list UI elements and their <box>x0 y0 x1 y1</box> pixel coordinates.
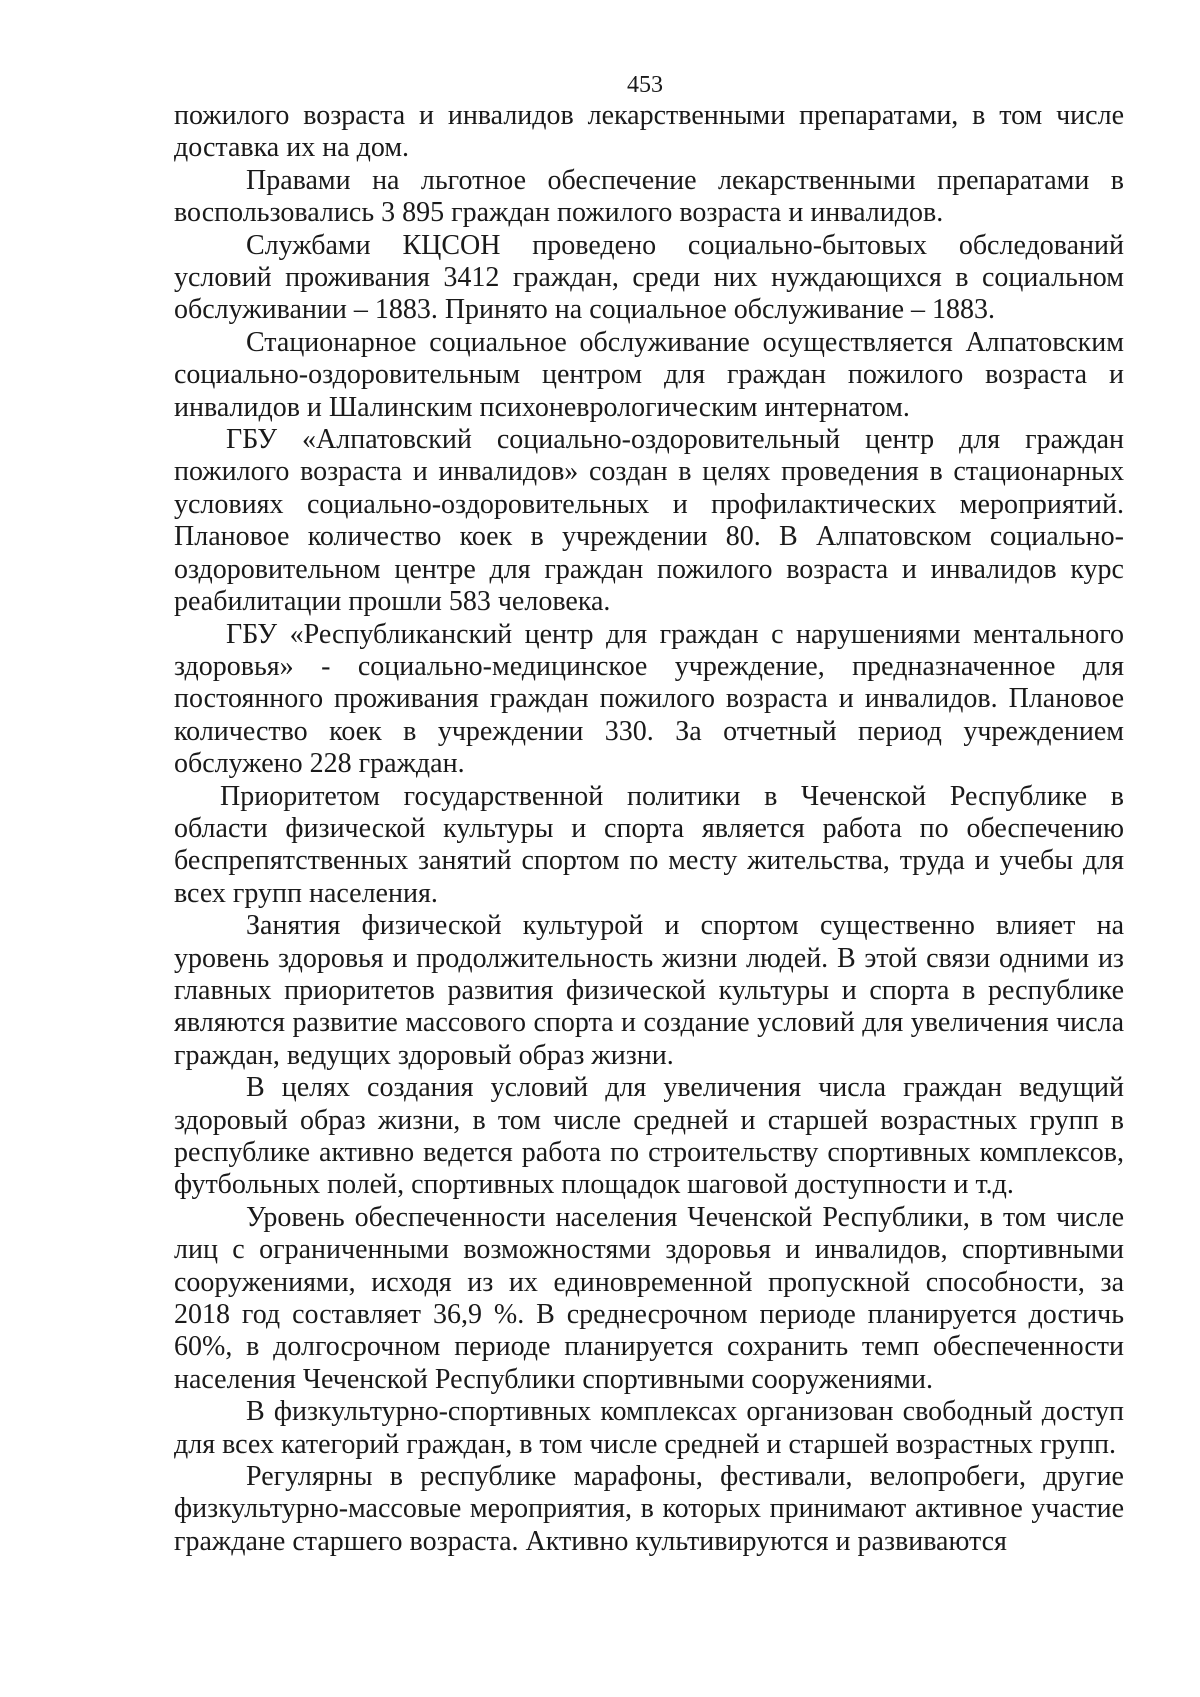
paragraph-republican-center: ГБУ «Республиканский центр для граждан с нарушениями ментального здоровья» - социально-медицинское учреждение, предназначенное для постоянного проживания граждан пожилого возраста и инвалидов. Плановое количество коек в учреждении 330. За отчетный период учреждением обслужено 228 граждан. <box>174 618 1124 780</box>
paragraph-mass-events: Регулярны в республике марафоны, фестивали, велопробеги, другие физкультурно-массовые мероприятия, в которых принимают активное участие граждане старшего возраста. Активно культивируются и развиваются <box>174 1461 1124 1557</box>
paragraph-continuation: пожилого возраста и инвалидов лекарственными препаратами, в том числе доставка их на дом. <box>174 100 1124 164</box>
paragraph-kcson-surveys: Службами КЦСОН проведено социально-бытовых обследований условий проживания 3412 граждан, среди них нуждающихся в социальном обслуживании – 1883. Принято на социальное обслуживание – 1883. <box>174 229 1124 326</box>
paragraph-sport-policy: Приоритетом государственной политики в Чеченской Республике в области физической культуры и спорта является работа по обеспечению беспрепятственных занятий спортом по месту жительства, труда и учебы для всех групп населения. <box>174 780 1124 909</box>
paragraph-free-access: В физкультурно-спортивных комплексах организован свободный доступ для всех категорий граждан, в том числе средней и старшей возрастных групп. <box>174 1396 1124 1460</box>
paragraph-alpatovsky-center: ГБУ «Алпатовский социально-оздоровительный центр для граждан пожилого возраста и инвалидов» создан в целях проведения в стационарных условиях социально-оздоровительных и профилактических мероприятий. Плановое количество коек в учреждении 80. В Алпатовском социально-оздоровительном центре для граждан пожилого возраста и инвалидов курс реабилитации прошли 583 человека. <box>174 424 1124 618</box>
page-number: 453 <box>627 72 663 98</box>
paragraph-inpatient-service: Стационарное социальное обслуживание осуществляется Алпатовским социально-оздоровительным центром для граждан пожилого возраста и инвалидов и Шалинским психоневрологическим интернатом. <box>174 326 1124 423</box>
paragraph-sport-facilities: В целях создания условий для увеличения числа граждан ведущий здоровый образ жизни, в том числе средней и старшей возрастных групп в республике активно ведется работа по строительству спортивных комплексов, футбольных полей, спортивных площадок шаговой доступности и т.д. <box>174 1072 1124 1201</box>
paragraph-physical-culture: Занятия физической культурой и спортом существенно влияет на уровень здоровья и продолжительность жизни людей. В этой связи одними из главных приоритетов развития физической культуры и спорта в республике являются развитие массового спорта и создание условий для увеличения числа граждан, ведущих здоровый образ жизни. <box>174 910 1124 1071</box>
paragraph-drug-benefits: Правами на льготное обеспечение лекарственными препаратами в воспользовались 3 895 граждан пожилого возраста и инвалидов. <box>174 164 1124 229</box>
document-body <box>174 100 1124 1558</box>
paragraph-provision-level: Уровень обеспеченности населения Чеченской Республики, в том числе лиц с ограниченными возможностями здоровья и инвалидов, спортивными сооружениями, исходя из их единовременной пропускной способности, за 2018 год составляет 36,9 %. В среднесрочном периоде планируется достичь 60%, в долгосрочном периоде планируется сохранить темп обеспеченности населения Чеченской Республики спортивными сооружениями. <box>174 1201 1124 1395</box>
